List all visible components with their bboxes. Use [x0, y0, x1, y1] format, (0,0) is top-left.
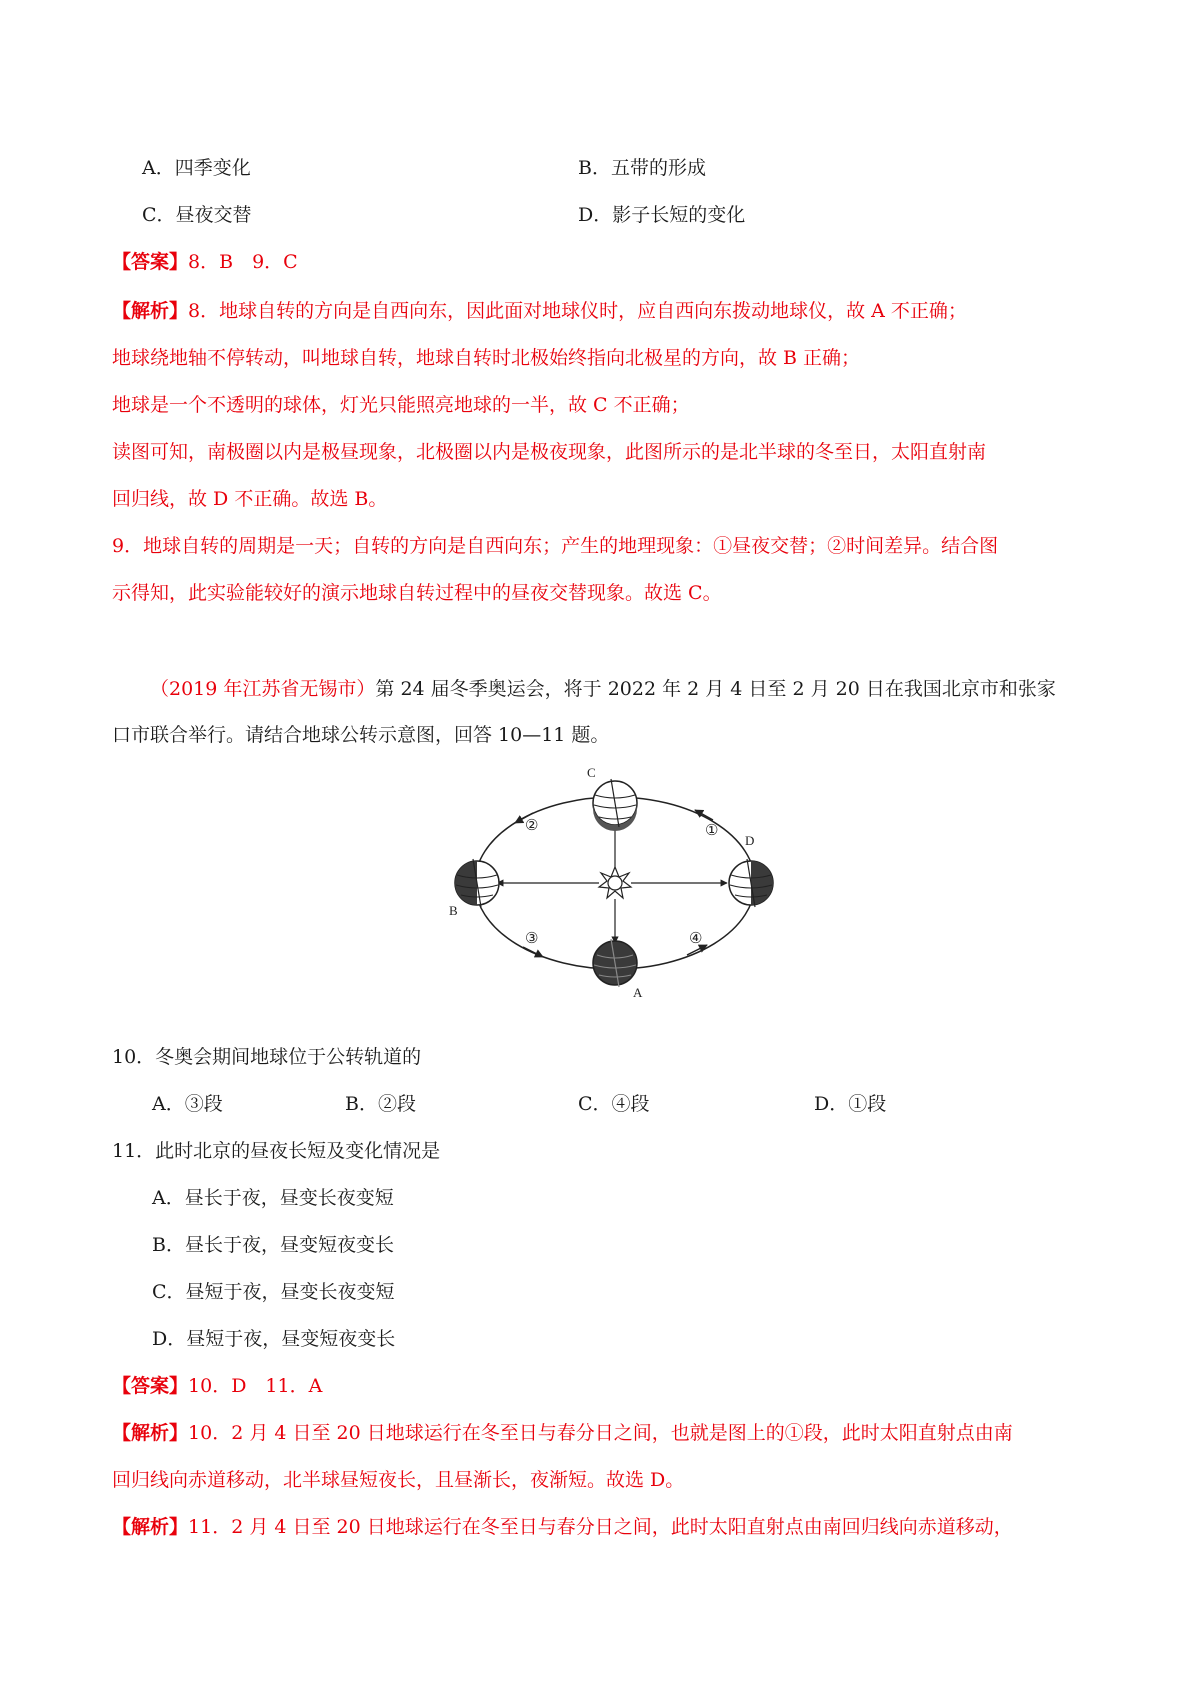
earth-b: [455, 859, 499, 907]
earth-revolution-diagram: [449, 765, 775, 1000]
q10-stem: 10．冬奥会期间地球位于公转轨道的: [112, 1046, 422, 1068]
label-position-d: D: [745, 833, 755, 848]
analysis3-line-1: [112, 1514, 1013, 1540]
analysis-line-4: 读图可知，南极圈以内是极昼现象，北极圈以内是极夜现象，此图所示的是北半球的冬至日，太阳直射南: [112, 441, 987, 463]
analysis2-text: 10．2 月 4 日至 20 日地球运行在冬至日与春分日之间，也就是图上的①段，此时太阳直射点由南: [188, 1422, 1013, 1444]
label-segment-4: ④: [689, 931, 703, 947]
analysis2-line-1: [112, 1420, 1013, 1446]
option-b-prev: B．五带的形成: [578, 157, 706, 179]
intro-text-1: 第 24 届冬季奥运会，将于 2022 年 2 月 4 日至 2 月 20 日在我国北京市和张家: [375, 678, 1056, 700]
answer2-text: 10．D 11．A: [188, 1375, 323, 1397]
analysis-line-5: 回归线，故 D 不正确。故选 B。: [112, 488, 388, 510]
q11-stem: 11．此时北京的昼夜长短及变化情况是: [112, 1140, 441, 1162]
orbit-arrow-3: [523, 947, 543, 957]
analysis-line-3: 地球是一个不透明的球体，灯光只能照亮地球的一半，故 C 不正确；: [112, 394, 690, 416]
answer-line-2: [112, 1373, 322, 1399]
q10-option-c: C．④段: [578, 1093, 650, 1115]
intro-line-1: [150, 676, 1056, 702]
label-position-c: C: [587, 765, 596, 780]
analysis2-line-2: 回归线向赤道移动，北半球昼短夜长，且昼渐长，夜渐短。故选 D。: [112, 1469, 685, 1491]
earth-d: [729, 859, 773, 907]
option-c-prev: C．昼夜交替: [142, 204, 252, 226]
q10-option-b: B．②段: [345, 1093, 416, 1115]
label-segment-2: ②: [525, 818, 539, 834]
answer-line-1: [112, 249, 298, 275]
q10-option-d: D．①段: [814, 1093, 887, 1115]
analysis-tag: 【解析】: [112, 300, 189, 322]
analysis-line-1: [112, 298, 967, 324]
analysis-line-7: 示得知，此实验能较好的演示地球自转过程中的昼夜交替现象。故选 C。: [112, 582, 722, 604]
earth-a: [593, 939, 637, 987]
q11-option-d: D．昼短于夜，昼变短夜变长: [152, 1328, 396, 1350]
orbit-arrow-1: [695, 810, 713, 820]
intro-source: （2019 年江苏省无锡市）: [150, 678, 376, 700]
analysis-text: 8．地球自转的方向是自西向东，因此面对地球仪时，应自西向东拨动地球仪，故 A 不正确；: [188, 300, 967, 322]
analysis3-tag: 【解析】: [112, 1516, 189, 1538]
q11-option-c: C．昼短于夜，昼变长夜变短: [152, 1281, 395, 1303]
q10-option-a: A．③段: [152, 1093, 223, 1115]
q11-option-a: A．昼长于夜，昼变长夜变短: [152, 1187, 394, 1209]
answer-tag: 【答案】: [112, 251, 189, 273]
label-position-b: B: [449, 903, 458, 918]
label-segment-1: ①: [705, 823, 719, 839]
answer2-tag: 【答案】: [112, 1375, 189, 1397]
label-position-a: A: [633, 985, 643, 1000]
answer-text: 8．B 9．C: [188, 251, 298, 273]
q11-option-b: B．昼长于夜，昼变短夜变长: [152, 1234, 394, 1256]
earth-c: [593, 779, 637, 831]
option-a-prev: A．四季变化: [142, 157, 251, 179]
label-segment-3: ③: [525, 931, 539, 947]
analysis-line-6: 9．地球自转的周期是一天；自转的方向是自西向东；产生的地理现象：①昼夜交替；②时间差异。结合图: [112, 535, 999, 557]
option-d-prev: D．影子长短的变化: [578, 204, 746, 226]
analysis3-text: 11．2 月 4 日至 20 日地球运行在冬至日与春分日之间，此时太阳直射点由南回归线向赤道移动，: [188, 1516, 1013, 1538]
analysis-line-2: 地球绕地轴不停转动，叫地球自转，地球自转时北极始终指向北极星的方向，故 B 正确；: [112, 347, 861, 369]
analysis2-tag: 【解析】: [112, 1422, 189, 1444]
sun-icon: [599, 867, 631, 898]
intro-line-2: 口市联合举行。请结合地球公转示意图，回答 10—11 题。: [112, 724, 610, 746]
